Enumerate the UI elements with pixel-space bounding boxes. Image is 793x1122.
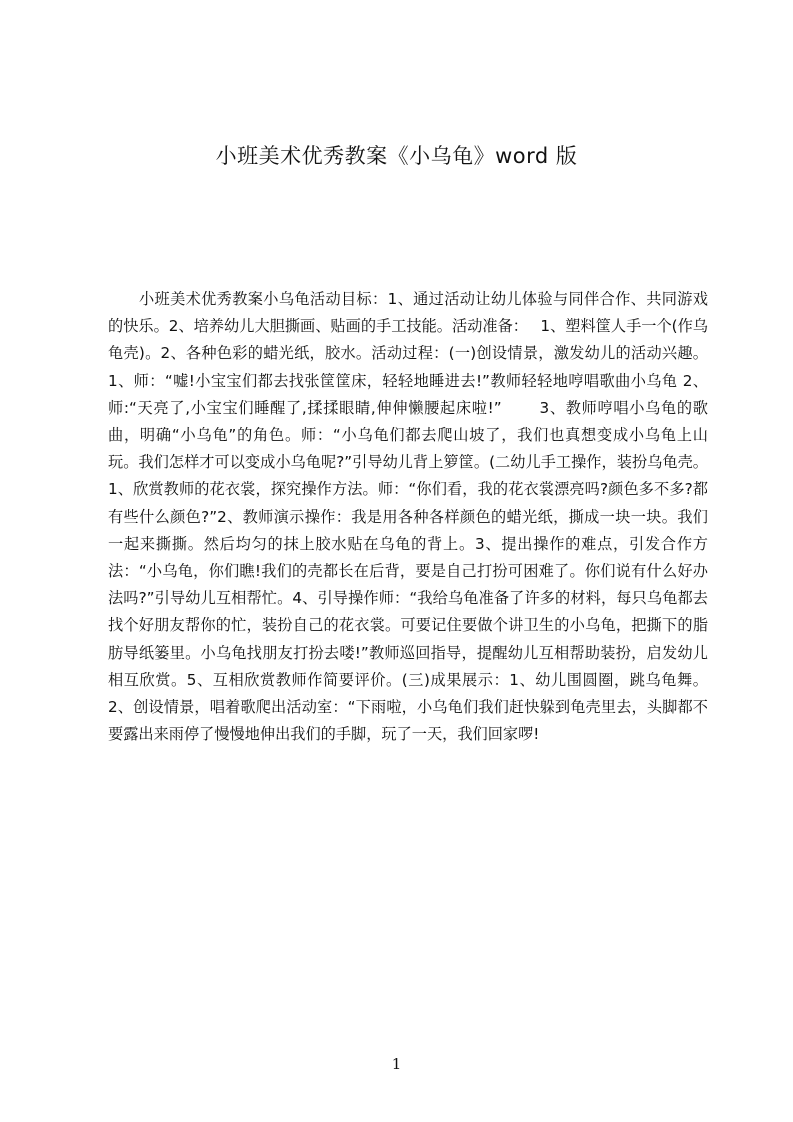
page-number: 1: [391, 1055, 402, 1073]
document-body-paragraph: 小班美术优秀教案小乌龟活动目标：1、通过活动让幼儿体验与同伴合作、共同游戏的快乐。2、培养幼儿大胆撕画、贴画的手工技能。活动准备： 1、塑料筐人手一个(作乌龟壳)。2、各种色彩的蜡光纸，胶水。活动过程：(一)创设情景，激发幼儿的活动兴趣。1、师：“嘘!小宝宝们都去找张筐筐床，轻轻地睡进去!”教师轻轻地哼唱歌曲小乌龟 2、师:“天亮了,小宝宝们睡醒了,揉揉眼睛,伸伸懒腰起床啦!” 3、教师哼唱小乌龟的歌曲，明确“小乌龟”的角色。师：“小乌龟们都去爬山坡了，我们也真想变成小乌龟上山玩。我们怎样才可以变成小乌龟呢?”引导幼儿背上箩筐。(二幼儿手工操作，装扮乌龟壳。1、欣赏教师的花衣裳，探究操作方法。师：“你们看，我的花衣裳漂亮吗?颜色多不多?都有些什么颜色?”2、教师演示操作：我是用各种各样颜色的蜡光纸，撕成一块一块。我们一起来撕撕。然后均匀的抹上胶水贴在乌龟的背上。3、提出操作的难点，引发合作方法：“小乌龟，你们瞧!我们的壳都长在后背，要是自己打扮可困难了。你们说有什么好办法吗?”引导幼儿互相帮忙。4、引导操作师：“我给乌龟准备了许多的材料，每只乌龟都去找个好朋友帮你的忙，装扮自己的花衣裳。可要记住要做个讲卫生的小乌龟，把撕下的脂肪导纸篓里。小乌龟找朋友打扮去喽!”教师巡回指导，提醒幼儿互相帮助装扮，启发幼儿相互欣赏。5、互相欣赏教师作简要评价。(三)成果展示：1、幼儿围圆圈，跳乌龟舞。2、创设情景，唱着歌爬出活动室：“下雨啦，小乌龟们我们赶快躲到龟壳里去，头脚都不要露出来雨停了慢慢地伸出我们的手脚，玩了一天，我们回家啰!: [108, 290, 708, 744]
document-title: 小班美术优秀教案《小乌龟》word 版: [215, 144, 578, 168]
